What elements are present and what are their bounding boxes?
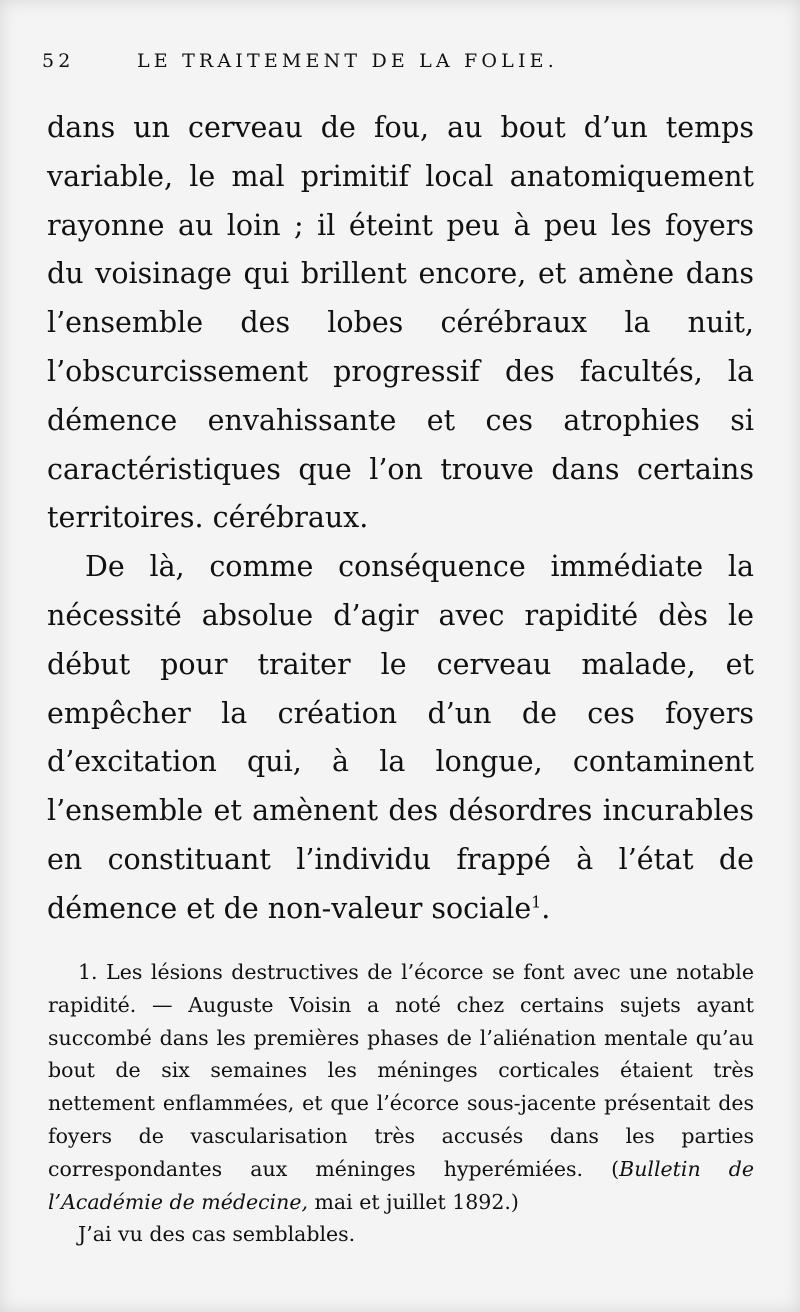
paragraph-1: dans un cerveau de fou, au bout d’un temps variable, le mal primitif local anatomiquement rayonne au loin ; il éteint peu à peu les foyers du voisinage qui brillent encore, et amène dans l’ensemble des lobes cérébraux la nuit, l’obscurcissement progressif des facultés, la démence envahissante et ces atrophies si caractéristiques que l’on trouve dans certains territoires. cérébraux. bbox=[47, 111, 754, 535]
paragraph-2-end: . bbox=[541, 891, 551, 925]
footnote-1-title: Bulletin de l’Académie de médecine, bbox=[48, 1156, 755, 1214]
footnote-marker: 1 bbox=[531, 892, 542, 912]
footnote-1-lead: 1. Les lésions destructives de l’écorce se font avec une notable rapidité. — Auguste Voisin a noté chez certains sujets ayant succombé dans les premières phases de l’aliénation mentale qu’au bout de six semaines les méninges corticales étaient très nettement enflammées, et que l’écorce sous-jacente présentait des foyers de vascularisation très accusés dans les parties correspondantes aux méninges hyperémiées. ( bbox=[48, 960, 754, 1181]
footnote-1-tail: mai et juillet 1892.) bbox=[307, 1189, 519, 1214]
footnote-extra: J’ai vu des cas semblables. bbox=[78, 1222, 356, 1247]
page-number: 52 bbox=[42, 50, 75, 72]
paragraph-2-text: De là, comme conséquence immédiate la nécessité absolue d’agir avec rapidité dès le début pour traiter le cerveau malade, et empêcher la création d’un de ces foyers d’excitation qui, à la longue, contaminent l’ensemble et amènent des désordres incurables en constituant l’individu frappé à l’état de démence et de non-valeur sociale bbox=[47, 550, 754, 925]
footnote-1 bbox=[48, 956, 754, 1218]
main-text bbox=[47, 104, 754, 934]
running-header bbox=[42, 46, 742, 76]
paragraph-2 bbox=[47, 543, 754, 933]
footnotes bbox=[48, 956, 754, 1251]
running-title: LE TRAITEMENT DE LA FOLIE. bbox=[137, 50, 558, 72]
